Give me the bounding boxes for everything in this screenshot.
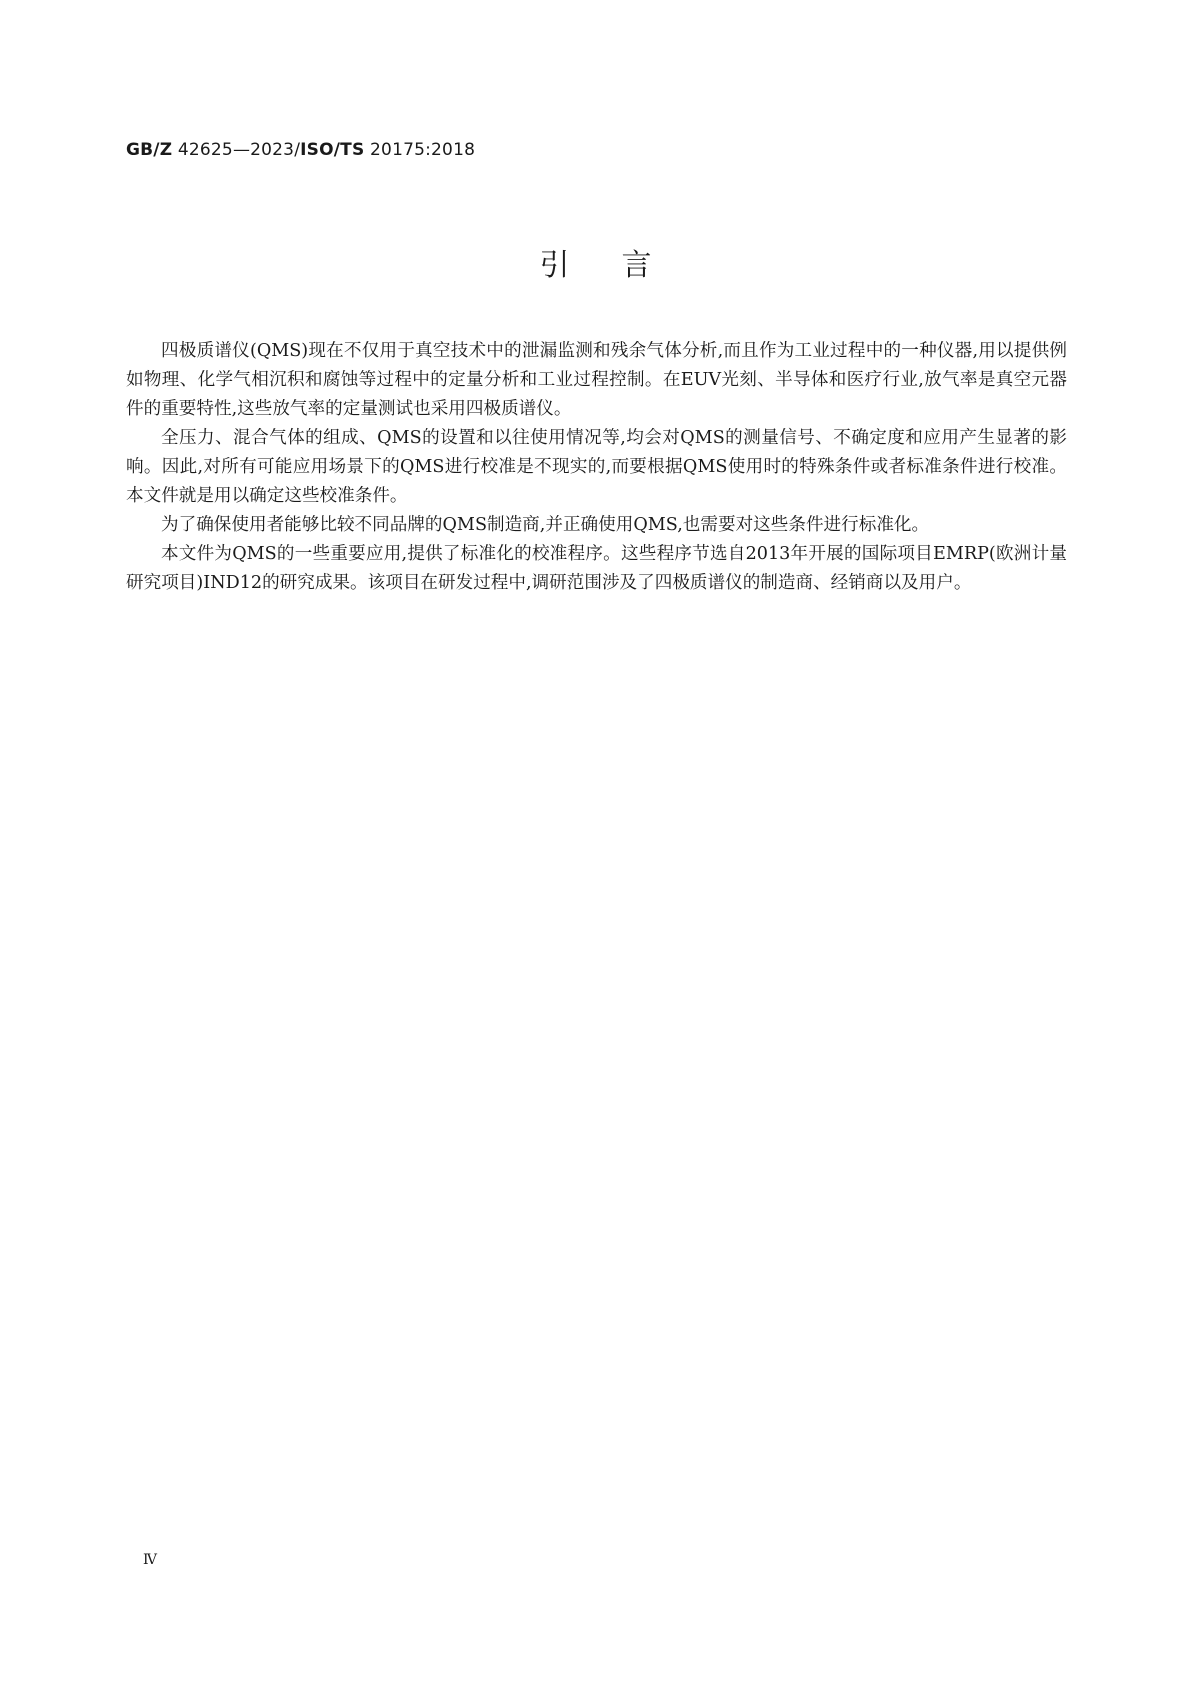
- standard-prefix: GB/Z: [126, 140, 173, 160]
- paragraph: 本文件为QMS的一些重要应用,提供了标准化的校准程序。这些程序节选自2013年开展的国际项目EMRP(欧洲计量研究项目)IND12的研究成果。该项目在研发过程中,调研范围涉及了四极质谱仪的制造商、经销商以及用户。: [126, 544, 1067, 593]
- iso-prefix: ISO/TS: [300, 140, 365, 160]
- introduction-body: [126, 337, 1067, 598]
- iso-number: 20175:2018: [370, 140, 476, 160]
- page-number: Ⅳ: [143, 1552, 157, 1568]
- standard-number: 42625—2023/: [177, 140, 301, 160]
- section-title: 引言: [539, 248, 704, 283]
- paragraph: 为了确保使用者能够比较不同品牌的QMS制造商,并正确使用QMS,也需要对这些条件进行标准化。: [161, 515, 930, 535]
- standard-number-header: [126, 140, 475, 160]
- paragraph: 全压力、混合气体的组成、QMS的设置和以往使用情况等,均会对QMS的测量信号、不确定度和应用产生显著的影响。因此,对所有可能应用场景下的QMS进行校准是不现实的,而要根据QMS使用时的特殊条件或者标准条件进行校准。本文件就是用以确定这些校准条件。: [126, 428, 1067, 506]
- paragraph: 四极质谱仪(QMS)现在不仅用于真空技术中的泄漏监测和残余气体分析,而且作为工业过程中的一种仪器,用以提供例如物理、化学气相沉积和腐蚀等过程中的定量分析和工业过程控制。在EUV光刻、半导体和医疗行业,放气率是真空元器件的重要特性,这些放气率的定量测试也采用四极质谱仪。: [126, 341, 1067, 419]
